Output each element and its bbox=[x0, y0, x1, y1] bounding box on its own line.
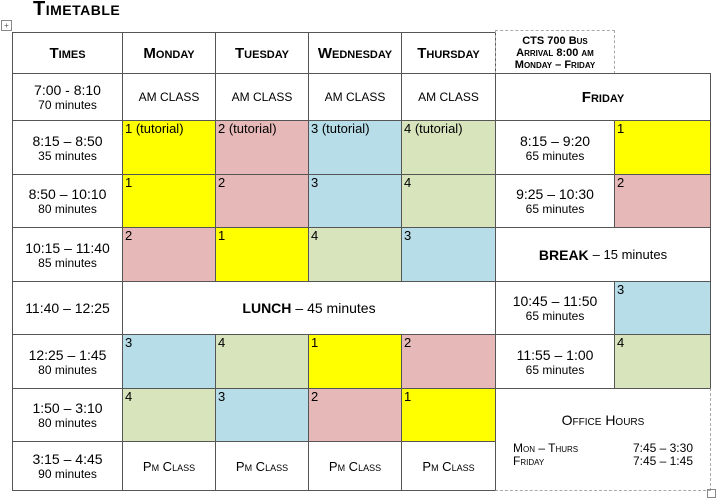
friday-header bbox=[495, 73, 711, 121]
duration: 80 minutes bbox=[38, 202, 97, 216]
time-cell bbox=[12, 73, 123, 121]
class-cell bbox=[122, 227, 216, 282]
class-label: 3 (tutorial) bbox=[311, 121, 370, 136]
class-label: Pm Class bbox=[422, 458, 475, 474]
friday-time-cell bbox=[495, 334, 615, 389]
office-hours-line bbox=[513, 455, 693, 468]
office-hours-line bbox=[513, 442, 693, 455]
duration: 65 minutes bbox=[525, 148, 585, 163]
class-label: Pm Class bbox=[142, 458, 196, 474]
class-cell bbox=[215, 388, 309, 442]
class-cell bbox=[308, 334, 402, 389]
class-cell bbox=[308, 174, 402, 228]
header-tuesday bbox=[215, 32, 309, 74]
time-range: 3:15 – 4:45 bbox=[32, 451, 103, 467]
friday-class-cell bbox=[614, 281, 711, 335]
class-label: 1 bbox=[404, 389, 412, 404]
time-range: 12:25 – 1:45 bbox=[28, 346, 107, 363]
table-resize-handle[interactable] bbox=[707, 489, 716, 498]
office-hours-range: 7:45 – 1:45 bbox=[632, 453, 693, 468]
class-cell bbox=[308, 388, 402, 442]
class-label: 2 bbox=[617, 175, 625, 190]
class-label: 4 bbox=[218, 335, 226, 350]
header-monday bbox=[122, 32, 216, 74]
class-label: AM CLASS bbox=[231, 90, 293, 104]
duration: 65 minutes bbox=[525, 202, 585, 216]
class-label: 1 (tutorial) bbox=[125, 121, 184, 136]
class-cell bbox=[122, 120, 216, 175]
time-cell bbox=[12, 174, 123, 228]
break-duration: – 15 minutes bbox=[592, 247, 668, 262]
class-cell bbox=[401, 73, 496, 121]
office-hours bbox=[495, 388, 711, 491]
class-label: AM CLASS bbox=[418, 90, 479, 104]
class-label: 3 bbox=[218, 389, 226, 404]
class-label: 3 bbox=[404, 228, 412, 243]
duration: 65 minutes bbox=[525, 309, 585, 323]
page-title: Timetable bbox=[33, 0, 121, 20]
class-label: Pm Class bbox=[235, 458, 289, 474]
class-cell bbox=[308, 227, 402, 282]
class-cell bbox=[401, 227, 496, 282]
lunch-duration: – 45 minutes bbox=[295, 300, 376, 316]
class-label: 2 bbox=[125, 228, 133, 243]
class-label: 1 bbox=[218, 228, 226, 243]
class-cell bbox=[122, 334, 216, 389]
friday-label: Friday bbox=[581, 88, 625, 106]
time-cell bbox=[12, 227, 123, 282]
header-label: Monday bbox=[143, 44, 195, 62]
time-range: 8:50 – 10:10 bbox=[28, 186, 107, 202]
class-label: 1 bbox=[125, 175, 133, 190]
class-label: 4 bbox=[404, 175, 412, 190]
class-label: 4 bbox=[617, 335, 625, 350]
time-cell bbox=[12, 388, 123, 442]
bus-info bbox=[495, 30, 615, 74]
time-range: 9:25 – 10:30 bbox=[516, 186, 594, 202]
time-cell bbox=[12, 281, 123, 335]
time-cell bbox=[12, 334, 123, 389]
class-label: 2 bbox=[311, 389, 319, 404]
class-label: 3 bbox=[125, 335, 133, 350]
class-label: 4 bbox=[125, 389, 133, 404]
office-hours-range: 7:45 – 3:30 bbox=[632, 440, 693, 455]
time-range: 10:45 – 11:50 bbox=[512, 293, 598, 309]
header-label: Wednesday bbox=[317, 44, 393, 62]
time-range: 11:40 – 12:25 bbox=[25, 300, 110, 316]
office-days: Friday bbox=[513, 453, 545, 468]
class-label: AM CLASS bbox=[324, 90, 386, 104]
class-cell bbox=[215, 334, 309, 389]
class-label: 2 (tutorial) bbox=[218, 121, 277, 136]
class-cell bbox=[401, 441, 496, 491]
duration: 35 minutes bbox=[38, 148, 97, 163]
class-label: 4 (tutorial) bbox=[404, 121, 463, 136]
time-range: 10:15 – 11:40 bbox=[25, 239, 110, 256]
friday-class-cell bbox=[614, 120, 711, 175]
time-cell bbox=[12, 120, 123, 175]
class-cell bbox=[401, 174, 496, 228]
class-cell bbox=[401, 334, 496, 389]
time-range: 7:00 - 8:10 bbox=[34, 82, 101, 98]
break-label: BREAK bbox=[538, 246, 589, 263]
time-range: 8:15 – 9:20 bbox=[519, 132, 591, 149]
office-days: Mon – Thurs bbox=[513, 440, 579, 455]
class-label: 3 bbox=[311, 175, 319, 190]
duration: 70 minutes bbox=[38, 98, 97, 112]
bus-info-line: Arrival 8:00 am bbox=[516, 46, 594, 59]
class-cell bbox=[215, 441, 309, 491]
friday-time-cell bbox=[495, 281, 615, 335]
duration: 85 minutes bbox=[38, 255, 97, 270]
friday-time-cell bbox=[495, 174, 615, 228]
duration: 80 minutes bbox=[38, 416, 97, 430]
duration: 65 minutes bbox=[525, 362, 585, 377]
header-label: Times bbox=[49, 44, 86, 62]
class-cell bbox=[401, 120, 496, 175]
class-cell bbox=[401, 388, 496, 442]
class-label: 1 bbox=[311, 335, 319, 350]
duration: 90 minutes bbox=[38, 467, 97, 481]
bus-info-line: CTS 700 Bus bbox=[522, 34, 588, 47]
class-cell bbox=[215, 174, 309, 228]
class-label: 3 bbox=[617, 282, 625, 297]
time-range: 1:50 – 3:10 bbox=[32, 400, 103, 416]
friday-time-cell bbox=[495, 120, 615, 175]
table-move-handle[interactable]: + bbox=[1, 20, 12, 31]
friday-class-cell bbox=[614, 334, 711, 389]
header-label: Thursday bbox=[417, 44, 480, 62]
lunch-label: LUNCH bbox=[242, 300, 292, 316]
friday-class-cell bbox=[614, 174, 711, 228]
header-times bbox=[12, 32, 123, 74]
break-cell bbox=[495, 227, 711, 282]
bus-info-line: Monday – Friday bbox=[514, 58, 596, 71]
class-label: 2 bbox=[404, 335, 412, 350]
class-label: 4 bbox=[311, 228, 319, 243]
class-cell bbox=[122, 388, 216, 442]
header-thursday bbox=[401, 32, 496, 74]
class-label: 1 bbox=[617, 121, 625, 136]
time-range: 11:55 – 1:00 bbox=[516, 346, 594, 363]
class-cell bbox=[122, 441, 216, 491]
time-cell bbox=[12, 441, 123, 491]
duration: 80 minutes bbox=[38, 362, 97, 377]
class-cell bbox=[215, 227, 309, 282]
class-cell bbox=[122, 73, 216, 121]
class-label: 2 bbox=[218, 175, 226, 190]
class-cell bbox=[308, 73, 402, 121]
office-hours-title: Office Hours bbox=[561, 411, 645, 428]
class-cell bbox=[308, 120, 402, 175]
class-cell bbox=[215, 120, 309, 175]
class-cell bbox=[308, 441, 402, 491]
lunch-cell bbox=[122, 281, 496, 335]
class-label: Pm Class bbox=[328, 458, 382, 474]
header-label: Tuesday bbox=[235, 44, 289, 62]
class-label: AM CLASS bbox=[138, 90, 200, 104]
class-cell bbox=[215, 73, 309, 121]
time-range: 8:15 – 8:50 bbox=[32, 132, 103, 149]
header-wednesday bbox=[308, 32, 402, 74]
class-cell bbox=[122, 174, 216, 228]
